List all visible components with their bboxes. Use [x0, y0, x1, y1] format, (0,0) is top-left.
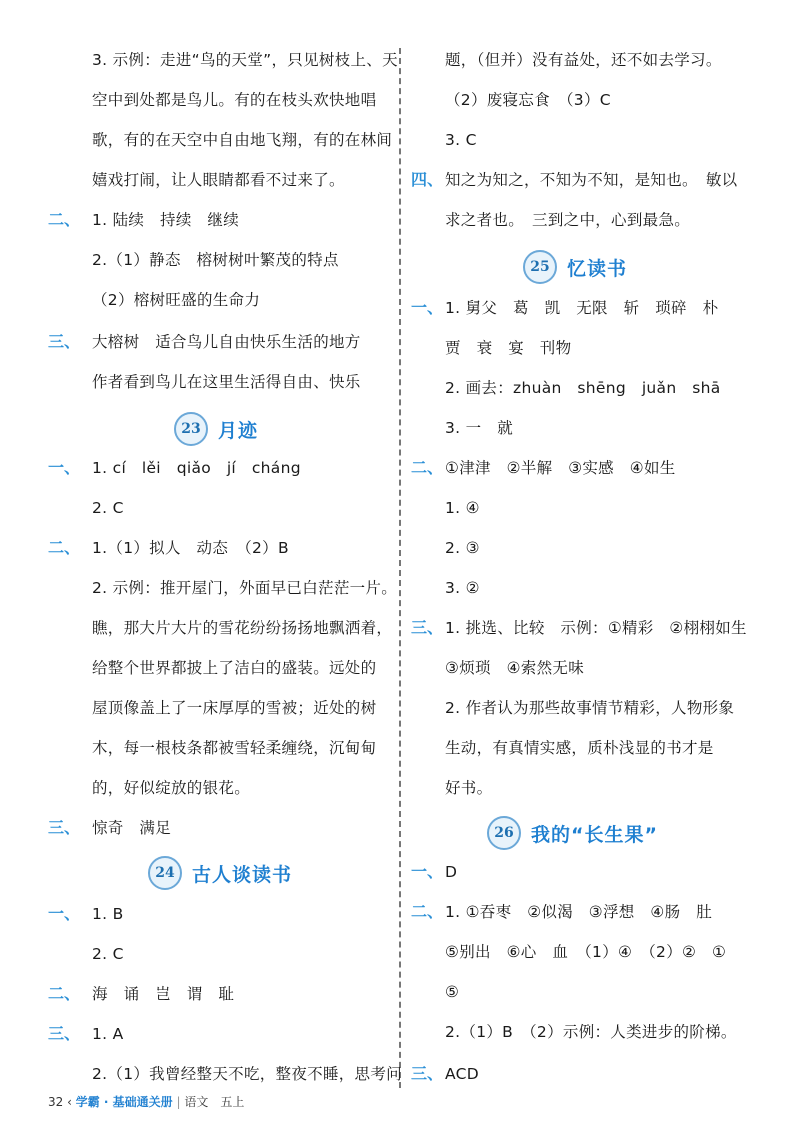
section-number: 三、: [411, 618, 444, 637]
answer-line: 1. ④: [445, 499, 480, 517]
answer-line: 2. ③: [445, 539, 480, 557]
section-number: 一、: [48, 458, 81, 477]
section-number: 二、: [411, 458, 444, 477]
answer-line: 贾 衰 宴 刊物: [445, 339, 572, 357]
answer-line: 空中到处都是鸟儿。有的在枝头欢快地唱: [92, 91, 377, 109]
section-number: 三、: [48, 332, 81, 351]
answer-line: ⑤别出 ⑥心 血 （1）④ （2）② ①: [445, 943, 727, 961]
answer-line: 屋顶像盖上了一床厚厚的雪被；近处的树: [92, 699, 377, 717]
answer-line: 1. 舅父 葛 凯 无限 斩 琐碎 朴: [445, 299, 719, 317]
page-footer: [48, 1094, 244, 1110]
section-number: 二、: [48, 984, 81, 1003]
answer-line: 木，每一根枝条都被雪轻柔缠绕，沉甸甸: [92, 739, 377, 757]
section-number: 一、: [411, 862, 444, 881]
answer-line: 1. 陆续 持续 继续: [92, 211, 240, 229]
answer-line: 2.（1）静态 榕树树叶繁茂的特点: [92, 251, 339, 269]
section-number: 一、: [48, 904, 81, 923]
lesson-number-badge: 23: [174, 412, 208, 446]
answer-line: 1.（1）拟人 动态 （2）B: [92, 539, 289, 557]
lesson-number-badge: 26: [487, 816, 521, 850]
answer-line: 2. 作者认为那些故事情节精彩，人物形象: [445, 699, 735, 717]
lesson-number-badge: 24: [148, 856, 182, 890]
subject-label: 语文 五上: [184, 1095, 245, 1109]
answer-line: 给整个世界都披上了洁白的盛装。远处的: [92, 659, 377, 677]
answer-line: 海 诵 岂 谓 耻: [92, 985, 235, 1003]
section-number: 三、: [48, 818, 81, 837]
answer-line: 3. 一 就: [445, 419, 514, 437]
answer-line: 2. C: [92, 945, 124, 963]
lesson-number-badge: 25: [523, 250, 557, 284]
answer-line: 瞧，那大片大片的雪花纷纷扬扬地飘洒着，: [92, 619, 393, 637]
answer-line: 惊奇 满足: [92, 819, 172, 837]
answer-line: 1. ①吞枣 ②似渴 ③浮想 ④肠 肚: [445, 903, 712, 921]
answer-line: 1. A: [92, 1025, 124, 1043]
answer-line: ACD: [445, 1065, 479, 1083]
answer-line: 1. 挑选、比较 示例：①精彩 ②栩栩如生: [445, 619, 747, 637]
answer-line: 知之为知之，不知为不知，是知也。 敏以: [445, 171, 738, 189]
answer-line: 1. cí lěi qiǎo jí cháng: [92, 459, 301, 477]
answer-line: 嬉戏打闹，让人眼睛都看不过来了。: [92, 171, 345, 189]
chevron-left-icon: ‹: [67, 1095, 72, 1109]
answer-line: 题，（但并）没有益处，还不如去学习。: [445, 51, 722, 69]
answer-line: （2）榕树旺盛的生命力: [92, 291, 261, 309]
answer-line: 大榕树 适合鸟儿自由快乐生活的地方: [92, 333, 361, 351]
answer-line: ③烦琐 ④索然无味: [445, 659, 584, 677]
answer-line: ①津津 ②半解 ③实感 ④如生: [445, 459, 676, 477]
answer-line: 2. 示例：推开屋门，外面早已白茫茫一片。: [92, 579, 398, 597]
section-number: 一、: [411, 298, 444, 317]
answer-line: （2）废寝忘食 （3）C: [445, 91, 611, 109]
answer-line: 2.（1）我曾经整天不吃，整夜不睡，思考问: [92, 1065, 402, 1083]
answer-line: 歌，有的在天空中自由地飞翔，有的在林间: [92, 131, 393, 149]
section-number: 二、: [411, 902, 444, 921]
answer-line: 生动，有真情实感，质朴浅显的书才是: [445, 739, 714, 757]
section-number: 二、: [48, 210, 81, 229]
answer-line: ⑤: [445, 983, 460, 1001]
answer-line: 3. 示例：走进“鸟的天堂”，只见树枝上、天: [92, 51, 398, 69]
lesson-title-text: 古人谈读书: [192, 864, 293, 886]
answer-line: 作者看到鸟儿在这里生活得自由、快乐: [92, 373, 361, 391]
section-number: 三、: [411, 1064, 444, 1083]
lesson-title-text: 忆读书: [567, 258, 628, 280]
book-brand: 学霸 · 基础通关册: [75, 1095, 173, 1109]
lesson-title-text: 我的“长生果”: [531, 824, 658, 846]
answer-line: 2. 画去：zhuàn shēng juǎn shā: [445, 379, 721, 397]
section-number: 四、: [411, 170, 444, 189]
column-divider: [399, 48, 401, 1088]
section-number: 三、: [48, 1024, 81, 1043]
lesson-title-text: 月迹: [218, 420, 259, 442]
footer-separator: |: [176, 1095, 181, 1109]
answer-line: 好书。: [445, 779, 493, 797]
answer-line: 求之者也。 三到之中，心到最急。: [445, 211, 691, 229]
answer-line: D: [445, 863, 458, 881]
answer-line: 2. C: [92, 499, 124, 517]
page-number: 32: [48, 1095, 64, 1109]
answer-line: 2.（1）B （2）示例：人类进步的阶梯。: [445, 1023, 737, 1041]
answer-line: 的，好似绽放的银花。: [92, 779, 251, 797]
answer-line: 3. C: [445, 131, 477, 149]
answer-line: 1. B: [92, 905, 124, 923]
answer-line: 3. ②: [445, 579, 480, 597]
section-number: 二、: [48, 538, 81, 557]
